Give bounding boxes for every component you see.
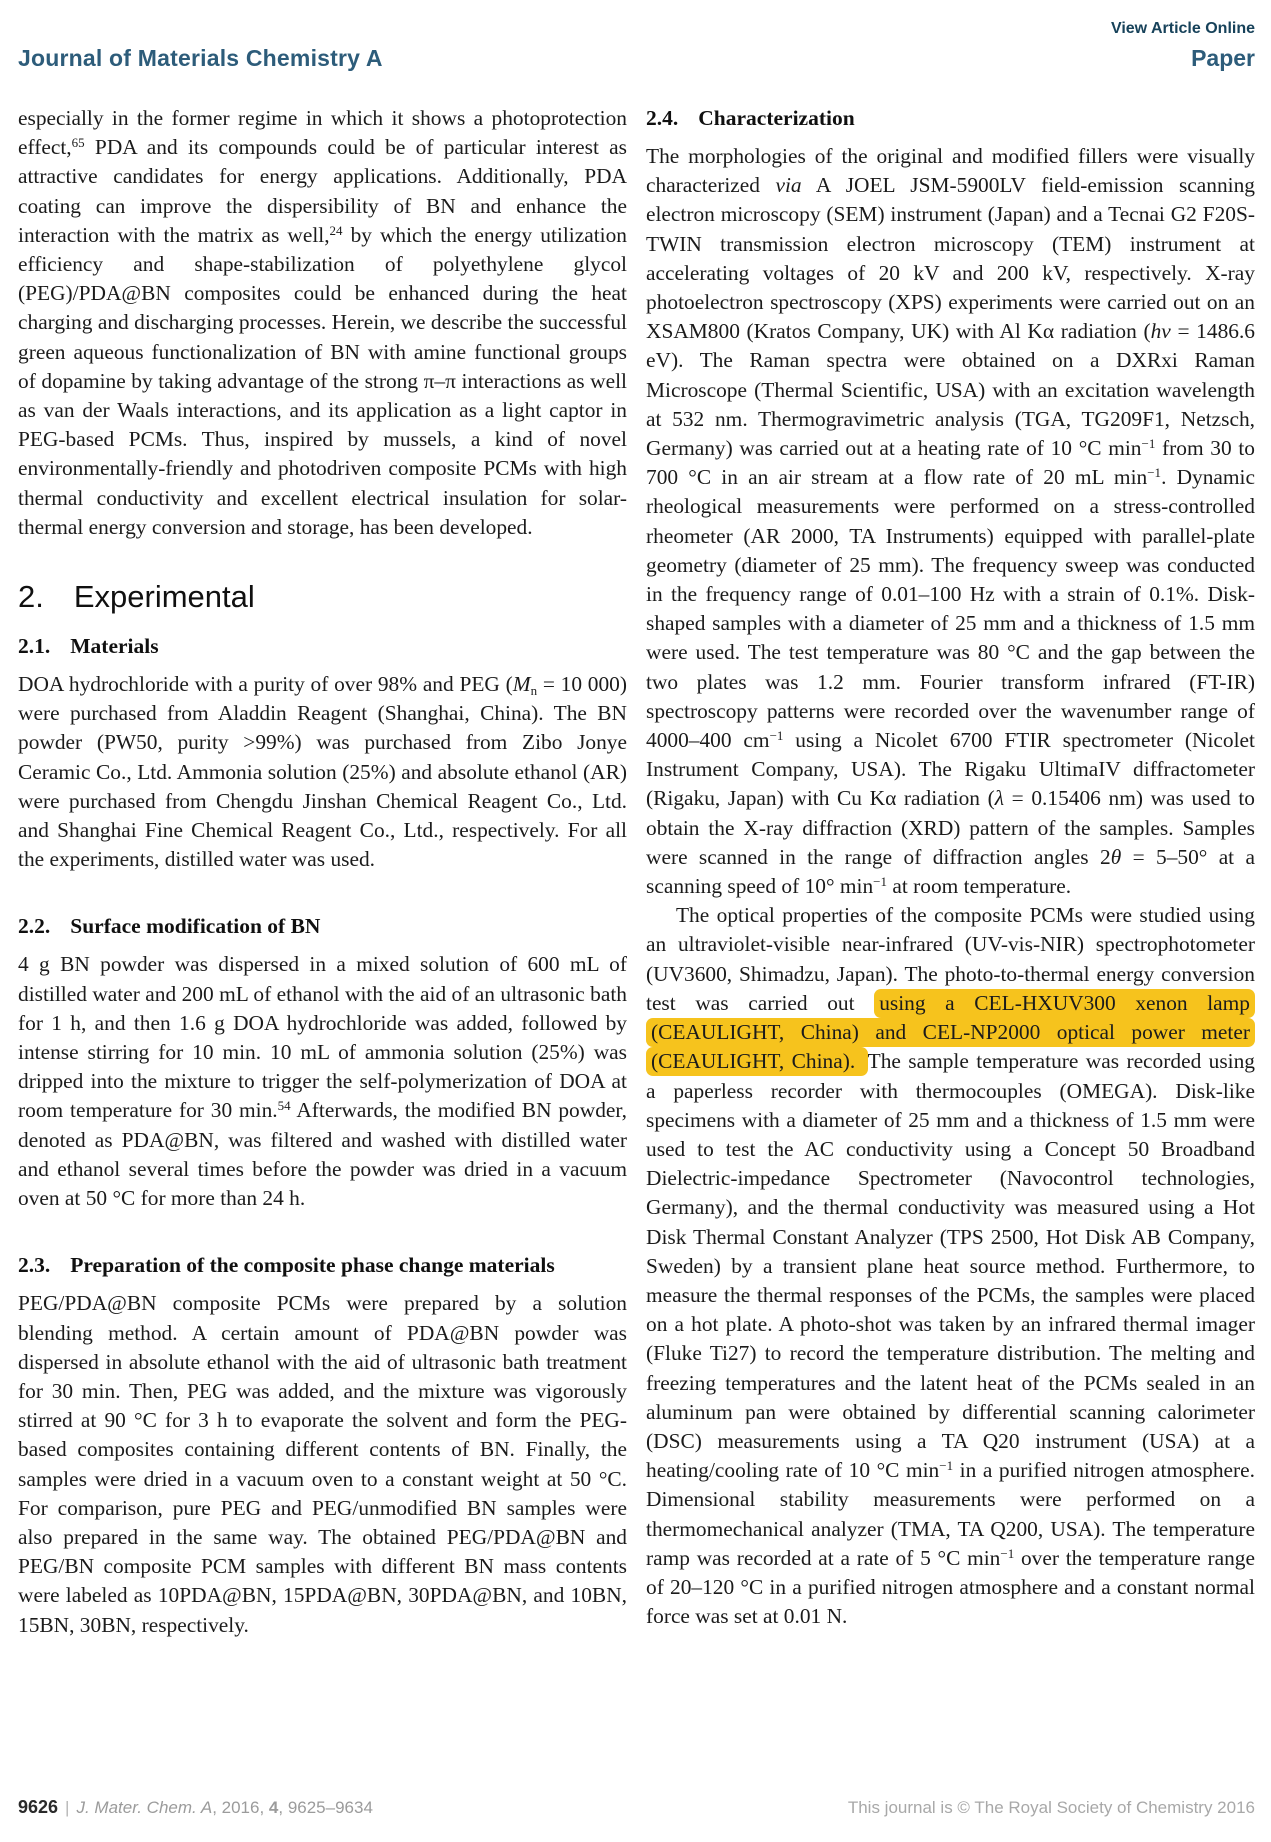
view-article-online-link[interactable]: View Article Online — [1110, 20, 1255, 37]
page-header — [0, 0, 1271, 72]
left-column — [18, 104, 627, 1640]
highlighted-text: using a CEL-HXUV300 xenon lamp (CEAULIGHT, China) and CEL-NP2000 optical power meter (CEAULIGHT, China). — [646, 989, 1255, 1076]
footer-citation — [18, 1797, 373, 1818]
footer-page-number: 9626 — [18, 1797, 59, 1817]
right-column — [646, 104, 1255, 1640]
paragraph-characterization: The morphologies of the original and modified fillers were visually characterized via A JOEL JSM-5900LV field-emission scanning electron microscopy (SEM) instrument (Japan) and a Tecnai G2 F20S-TWIN transmission electron microscopy (TEM) instrument at accelerating voltages of 20 kV and 200 kV, respectively. X-ray photoelectron spectroscopy (XPS) experiments were carried out on an XSAM800 (Kratos Company, UK) with Al Kα radiation (hν = 1486.6 eV). The Raman spectra were obtained on a DXRxi Raman Microscope (Thermal Scientific, USA) with an excitation wavelength at 532 nm. Thermogravimetric analysis (TGA, TG209F1, Netzsch, Germany) was carried out at a heating rate of 10 °C $\min^{-1}$ from 30 to 700 °C in an air stream at a flow rate of 20 mL $\min^{-1}$. Dynamic rheological measurements were performed on a stress-controlled rheometer (AR 2000, TA Instruments) equipped with parallel-plate geometry (diameter of 25 mm). The frequency sweep was conducted in the frequency range of 0.01–100 Hz with a strain of 0.1%. Disk-shaped samples with a diameter of 25 mm and a thickness of 1.5 mm were used. The test temperature was 80 °C and the gap between the two plates was 1.2 mm. Fourier transform infrared (FT-IR) spectroscopy patterns were recorded over the wavenumber range of 4000–400 $cm^{-1}$ using a Nicolet 6700 FTIR spectrometer (Nicolet Instrument Company, USA). The Rigaku UltimaIV diffractometer (Rigaku, Japan) with Cu Kα radiation (λ = 0.15406 nm) was used to obtain the X-ray diffraction (XRD) pattern of the samples. Samples were scanned in the range of diffraction angles 2θ = 5–50° at a scanning speed of 10° $\min^{-1}$ at room temperature. — [646, 144, 1255, 899]
subsection-number: 2.2. — [18, 914, 51, 939]
article-body — [0, 104, 1271, 1640]
journal-header-row — [18, 45, 1255, 72]
subsection-heading-characterization — [646, 104, 1255, 133]
footer-divider: | — [65, 1798, 70, 1817]
paragraph-intro: especially in the former regime in which it shows a photoprotection effect,$^{65}$ PDA and its compounds could be of particular interest as attractive candidates for energy applications. Additionally, PDA coating can improve the dispersibility of BN and enhance the interaction with the matrix as well,$^{24}$ by which the energy utilization efficiency and shape-stabilization of polyethylene glycol (PEG)/PDA@BN composites could be enhanced during the heat charging and discharging processes. Herein, we describe the successful green aqueous functionalization of BN with amine functional groups of dopamine by taking advantage of the strong π–π interactions as well as van der Waals interactions, and its application as a light captor in PEG-based PCMs. Thus, inspired by mussels, a kind of novel environmentally-friendly and photodriven composite PCMs with high thermal conductivity and excellent electrical insulation for solar-thermal energy conversion and storage, has been developed. — [18, 106, 627, 539]
subsection-title: Characterization — [698, 106, 855, 130]
paragraph-materials: DOA hydrochloride with a purity of over 98% and PEG ($M_n = 10$ 000) were purchased from Aladdin Reagent (Shanghai, China). The BN powder (PW50, purity >99%) was purchased from Zibo Jonye Ceramic Co., Ltd. Ammonia solution (25%) and absolute ethanol (AR) were purchased from Chengdu Jinshan Chemical Reagent Co., Ltd. and Shanghai Fine Chemical Reagent Co., Ltd., respectively. For all the experiments, distilled water was used. — [18, 672, 627, 872]
subsection-number: 2.4. — [646, 106, 679, 130]
journal-title: Journal of Materials Chemistry A — [18, 45, 383, 71]
subsection-heading-surface-modification — [18, 912, 627, 941]
subsection-heading-materials — [18, 632, 627, 661]
section-heading-experimental — [18, 578, 627, 616]
subsection-number: 2.1. — [18, 634, 51, 659]
subsection-title: Preparation of the composite phase change materials — [70, 1253, 555, 1278]
footer-citation-text: J. Mater. Chem. A, 2016, 4, 9625–9634 — [76, 1798, 373, 1817]
subsection-title: Materials — [70, 634, 159, 659]
subsection-heading-preparation — [18, 1251, 627, 1280]
section-number: 2. — [18, 579, 44, 615]
section-title: Experimental — [73, 579, 255, 615]
subsection-number: 2.3. — [18, 1253, 51, 1278]
subsection-title: Surface modification of BN — [70, 914, 321, 939]
article-type-label: Paper — [1191, 45, 1255, 71]
footer-copyright: This journal is © The Royal Society of Chemistry 2016 — [847, 1798, 1255, 1817]
paragraph-preparation: PEG/PDA@BN composite PCMs were prepared by a solution blending method. A certain amount of PDA@BN powder was dispersed in absolute ethanol with the aid of ultrasonic bath treatment for 30 min. Then, PEG was added, and the mixture was vigorously stirred at 90 °C for 3 h to evaporate the solvent and form the PEG-based composites containing different contents of BN. Finally, the samples were dried in a vacuum oven to a constant weight at 50 °C. For comparison, pure PEG and PEG/unmodified BN samples were also prepared in the same way. The obtained PEG/PDA@BN and PEG/BN composite PCM samples with different BN mass contents were labeled as 10PDA@BN, 15PDA@BN, 30PDA@BN, and 10BN, 15BN, 30BN, respectively. — [18, 1291, 627, 1637]
paragraph-optical-properties: The optical properties of the composite PCMs were studied using an ultraviolet-visible near-infrared (UV-vis-NIR) spectrophotometer (UV3600, Shimadzu, Japan). The photo-to-thermal energy conversion test was carried out using a CEL-HXUV300 xenon lamp (CEAULIGHT, China) and CEL-NP2000 optical power meter (CEAULIGHT, China). The sample temperature was recorded using a paperless recorder with thermocouples (OMEGA). Disk-like specimens with a diameter of 25 mm and a thickness of 1.5 mm were used to test the AC conductivity using a Concept 50 Broadband Dielectric-impedance Spectrometer (Navocontrol technologies, Germany), and the thermal conductivity was measured using a Hot Disk Thermal Constant Analyzer (TPS 2500, Hot Disk AB Company, Sweden) by a transient plane heat source method. Furthermore, to measure the thermal responses of the PCMs, the samples were placed on a hot plate. A photo-shot was taken by an infrared thermal imager (Fluke Ti27) to record the temperature distribution. The melting and freezing temperatures and the latent heat of the PCMs sealed in an aluminum pan were obtained by differential scanning calorimeter (DSC) measurements using a TA Q20 instrument (USA) at a heating/cooling rate of 10 °C $\min^{-1}$ in a purified nitrogen atmosphere. Dimensional stability measurements were performed on a thermomechanical analyzer (TMA, TA Q200, USA). The temperature ramp was recorded at a rate of 5 °C $\min^{-1}$ over the temperature range of 20–120 °C in a purified nitrogen atmosphere and a constant normal force was set at 0.01 N. — [646, 903, 1256, 1629]
page-footer — [18, 1797, 1255, 1818]
paragraph-surface-modification: 4 g BN powder was dispersed in a mixed solution of 600 mL of distilled water and 200 mL of ethanol with the aid of an ultrasonic bath for 1 h, and then 1.6 g DOA hydrochloride was added, followed by intense stirring for 10 min. 10 mL of ammonia solution (25%) was dripped into the mixture to trigger the self-polymerization of DOA at room temperature for 30 min.$^{54}$ Afterwards, the modified BN powder, denoted as PDA@BN, was filtered and washed with distilled water and ethanol several times before the powder was dried in a vacuum oven at 50 °C for more than 24 h. — [18, 952, 628, 1211]
